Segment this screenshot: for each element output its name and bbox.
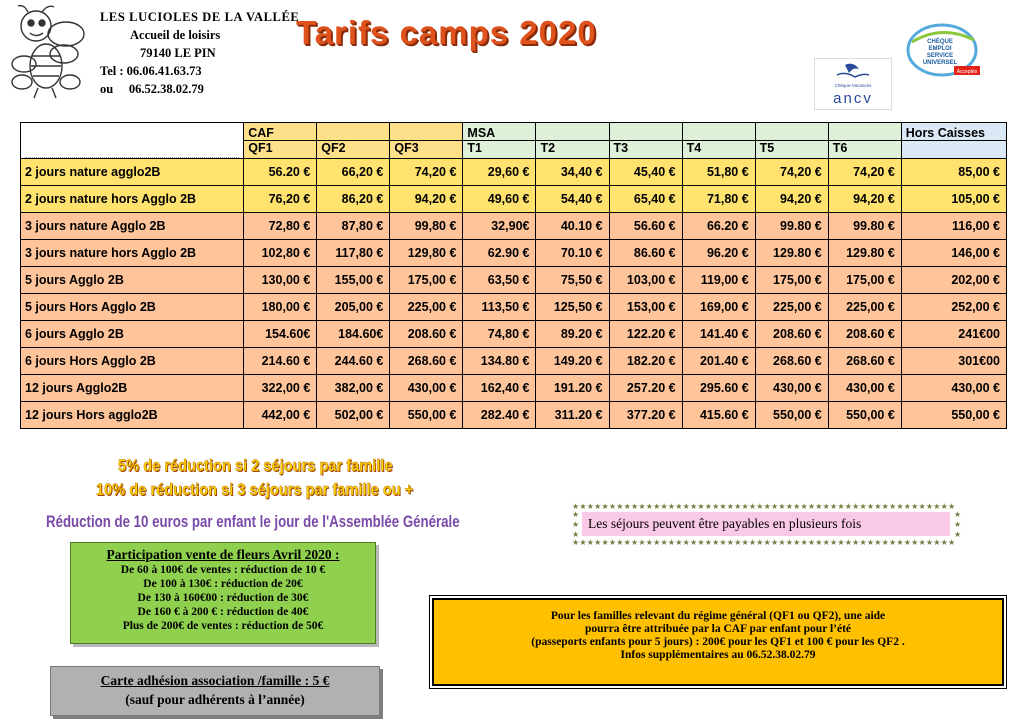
price-cell: 113,50 € (463, 294, 536, 321)
price-cell: 377.20 € (609, 402, 682, 429)
price-cell: 225,00 € (828, 294, 901, 321)
price-cell: 66.20 € (682, 213, 755, 240)
price-cell: 550,00 € (755, 402, 828, 429)
price-cell: 225,00 € (390, 294, 463, 321)
price-cell: 125,50 € (536, 294, 609, 321)
price-cell: 40.10 € (536, 213, 609, 240)
price-cell: 99.80 € (828, 213, 901, 240)
price-cell: 71,80 € (682, 186, 755, 213)
price-cell: 122.20 € (609, 321, 682, 348)
price-cell: 116,00 € (901, 213, 1006, 240)
price-cell: 550,00 € (390, 402, 463, 429)
star-border-bottom: ★★★★★★★★★★★★★★★★★★★★★★★★★★★★★★★★★★★★★★★★★★★★★★★★★★★★ (572, 538, 956, 547)
flower-sale-line: De 160 € à 200 € : réduction de 40€ (137, 606, 309, 618)
price-cell: 29,60 € (463, 159, 536, 186)
price-cell: 162,40 € (463, 375, 536, 402)
row-label: 5 jours Hors Agglo 2B (21, 294, 244, 321)
price-cell: 62.90 € (463, 240, 536, 267)
caf-aid-box (432, 598, 1004, 686)
price-cell: 94,20 € (828, 186, 901, 213)
price-cell: 430,00 € (755, 375, 828, 402)
table-row (21, 321, 1007, 348)
price-cell: 129,80 € (390, 240, 463, 267)
table-row (21, 267, 1007, 294)
row-label: 2 jours nature agglo2B (21, 159, 244, 186)
page-title: Tarifs camps 2020 (296, 14, 597, 51)
price-cell: 257.20 € (609, 375, 682, 402)
price-cell: 301€00 (901, 348, 1006, 375)
price-cell: 45,40 € (609, 159, 682, 186)
price-cell: 202,00 € (901, 267, 1006, 294)
price-cell: 208.60 € (390, 321, 463, 348)
org-name: LES LUCIOLES DE LA VALLÉE (100, 10, 300, 24)
price-cell: 74,20 € (828, 159, 901, 186)
msa-group-header: MSA (463, 123, 536, 141)
membership-note: (sauf pour adhérents à l’année) (125, 692, 305, 707)
price-cell: 130,00 € (244, 267, 317, 294)
price-cell: 87,80 € (317, 213, 390, 240)
row-label: 6 jours Agglo 2B (21, 321, 244, 348)
price-cell: 76,20 € (244, 186, 317, 213)
price-cell: 63,50 € (463, 267, 536, 294)
svg-text:CHÈQUE: CHÈQUE (927, 39, 953, 45)
price-cell: 244.60 € (317, 348, 390, 375)
caf-aid-line: Infos supplémentaires au 06.52.38.02.79 (620, 649, 816, 661)
price-cell: 94,20 € (390, 186, 463, 213)
row-label: 2 jours nature hors Agglo 2B (21, 186, 244, 213)
table-row (21, 294, 1007, 321)
membership-price: Carte adhésion association /famille : 5 € (100, 673, 330, 688)
price-cell: 155,00 € (317, 267, 390, 294)
table-row (21, 402, 1007, 429)
header-corner (21, 123, 244, 159)
price-cell: 56.20 € (244, 159, 317, 186)
caf-aid-line: pourra être attribuée par la CAF par enfant pour l’été (584, 623, 852, 635)
price-cell: 74,20 € (755, 159, 828, 186)
price-cell: 205,00 € (317, 294, 390, 321)
price-cell: 201.40 € (682, 348, 755, 375)
price-cell: 96.20 € (682, 240, 755, 267)
price-cell: 175,00 € (755, 267, 828, 294)
column-header: T1 (463, 141, 536, 159)
price-cell: 442,00 € (244, 402, 317, 429)
reduction-assembly: Réduction de 10 euros par enfant le jour de l'Assemblée Générale (46, 512, 460, 531)
flower-sale-box (70, 542, 376, 644)
caf-aid-line: Pour les familles relevant du régime général (QF1 ou QF2), une aide (550, 610, 886, 622)
price-cell: 149.20 € (536, 348, 609, 375)
row-label: 3 jours nature Agglo 2B (21, 213, 244, 240)
flower-sale-line: De 60 à 100€ de ventes : réduction de 10 € (120, 564, 326, 576)
column-header: T2 (536, 141, 609, 159)
price-cell: 282.40 € (463, 402, 536, 429)
membership-box (50, 666, 380, 716)
column-header: T6 (828, 141, 901, 159)
price-cell: 169,00 € (682, 294, 755, 321)
price-cell: 89.20 € (536, 321, 609, 348)
price-cell: 175,00 € (390, 267, 463, 294)
row-label: 5 jours Agglo 2B (21, 267, 244, 294)
row-label: 3 jours nature hors Agglo 2B (21, 240, 244, 267)
price-cell: 51,80 € (682, 159, 755, 186)
reduction-three-stays: 10% de réduction si 3 séjours par famille ou + (96, 480, 414, 499)
price-cell: 49,60 € (463, 186, 536, 213)
table-row (21, 213, 1007, 240)
price-cell: 54,40 € (536, 186, 609, 213)
price-cell: 430,00 € (828, 375, 901, 402)
price-cell: 94,20 € (755, 186, 828, 213)
star-border-right: ★ ★ ★ (954, 510, 962, 539)
price-cell: 153,00 € (609, 294, 682, 321)
price-cell: 34,40 € (536, 159, 609, 186)
price-cell: 70.10 € (536, 240, 609, 267)
price-cell: 175,00 € (828, 267, 901, 294)
price-cell: 141.40 € (682, 321, 755, 348)
price-cell: 322,00 € (244, 375, 317, 402)
price-cell: 129.80 € (828, 240, 901, 267)
price-cell: 268.60 € (828, 348, 901, 375)
table-body (21, 159, 1007, 429)
price-cell: 550,00 € (828, 402, 901, 429)
price-cell: 74,80 € (463, 321, 536, 348)
price-cell: 74,20 € (390, 159, 463, 186)
price-cell: 191.20 € (536, 375, 609, 402)
price-cell: 154.60€ (244, 321, 317, 348)
ancv-logo (814, 58, 892, 110)
price-cell: 184.60€ (317, 321, 390, 348)
price-cell: 85,00 € (901, 159, 1006, 186)
row-label: 12 jours Agglo2B (21, 375, 244, 402)
column-header: QF3 (390, 141, 463, 159)
svg-text:EMPLOI: EMPLOI (928, 46, 952, 52)
price-cell: 32,90€ (463, 213, 536, 240)
table-header-groups (21, 123, 1007, 141)
price-cell: 208.60 € (828, 321, 901, 348)
svg-text:UNIVERSEL: UNIVERSEL (922, 60, 958, 66)
flower-sale-line: De 130 à 160€00 : réduction de 30€ (137, 592, 309, 604)
price-cell: 382,00 € (317, 375, 390, 402)
price-cell: 268.60 € (390, 348, 463, 375)
price-cell: 146,00 € (901, 240, 1006, 267)
price-cell: 86,20 € (317, 186, 390, 213)
svg-text:ancv: ancv (833, 90, 873, 107)
price-cell: 129.80 € (755, 240, 828, 267)
payment-note: Les séjours peuvent être payables en plusieurs fois (582, 512, 950, 536)
price-cell: 550,00 € (901, 402, 1006, 429)
svg-text:Chèque-Vacances: Chèque-Vacances (834, 83, 872, 88)
price-cell: 295.60 € (682, 375, 755, 402)
caf-group-header: CAF (244, 123, 317, 141)
svg-text:Acceptés: Acceptés (956, 69, 978, 75)
price-cell: 65,40 € (609, 186, 682, 213)
table-row (21, 348, 1007, 375)
org-line2: 79140 LE PIN (140, 46, 216, 60)
column-header: T4 (682, 141, 755, 159)
column-header: T5 (755, 141, 828, 159)
price-cell: 180,00 € (244, 294, 317, 321)
column-header: T3 (609, 141, 682, 159)
org-line1: Accueil de loisirs (130, 28, 221, 42)
price-cell: 502,00 € (317, 402, 390, 429)
payment-note-box (572, 502, 962, 546)
price-cell: 103,00 € (609, 267, 682, 294)
table-row (21, 240, 1007, 267)
price-cell: 430,00 € (390, 375, 463, 402)
flower-sale-line: Plus de 200€ de ventes : réduction de 50€ (122, 620, 324, 632)
price-cell: 72,80 € (244, 213, 317, 240)
tariff-table (20, 122, 1007, 429)
row-label: 6 jours Hors Agglo 2B (21, 348, 244, 375)
price-cell: 415.60 € (682, 402, 755, 429)
price-cell: 75,50 € (536, 267, 609, 294)
price-cell: 225,00 € (755, 294, 828, 321)
price-cell: 134.80 € (463, 348, 536, 375)
column-header: QF2 (317, 141, 390, 159)
price-cell: 252,00 € (901, 294, 1006, 321)
table-row (21, 159, 1007, 186)
caf-aid-line: (passeports enfants pour 5 jours) : 200€ pour les QF1 et 100 € pour les QF2 . (531, 636, 905, 648)
organization-info (100, 8, 299, 98)
bee-logo (6, 4, 98, 102)
price-cell: 99,80 € (390, 213, 463, 240)
price-cell: 56.60 € (609, 213, 682, 240)
price-cell: 86.60 € (609, 240, 682, 267)
price-cell: 119,00 € (682, 267, 755, 294)
org-tel2: ou 06.52.38.02.79 (100, 82, 204, 96)
table-row (21, 186, 1007, 213)
flower-sale-title: Participation vente de fleurs Avril 2020 : (106, 547, 340, 562)
reduction-two-stays: 5% de réduction si 2 séjours par famille (118, 456, 393, 475)
org-tel1: Tel : 06.06.41.63.73 (100, 64, 202, 78)
price-cell: 117,80 € (317, 240, 390, 267)
star-border-left: ★ ★ ★ (572, 510, 580, 539)
star-border-top: ★★★★★★★★★★★★★★★★★★★★★★★★★★★★★★★★★★★★★★★★★★★★★★★★★★★★ (572, 502, 956, 511)
table-row (21, 375, 1007, 402)
flower-sale-line: De 100 à 130€ : réduction de 20€ (143, 578, 303, 590)
price-cell: 105,00 € (901, 186, 1006, 213)
price-cell: 99.80 € (755, 213, 828, 240)
price-cell: 430,00 € (901, 375, 1006, 402)
price-cell: 311.20 € (536, 402, 609, 429)
hors-caisses-header: Hors Caisses (901, 123, 1006, 141)
price-cell: 182.20 € (609, 348, 682, 375)
price-cell: 241€00 (901, 321, 1006, 348)
price-cell: 66,20 € (317, 159, 390, 186)
row-label: 12 jours Hors agglo2B (21, 402, 244, 429)
price-cell: 208.60 € (755, 321, 828, 348)
price-cell: 102,80 € (244, 240, 317, 267)
column-header: QF1 (244, 141, 317, 159)
cesu-logo (904, 22, 986, 80)
svg-text:SERVICE: SERVICE (926, 53, 954, 59)
price-cell: 268.60 € (755, 348, 828, 375)
price-cell: 214.60 € (244, 348, 317, 375)
